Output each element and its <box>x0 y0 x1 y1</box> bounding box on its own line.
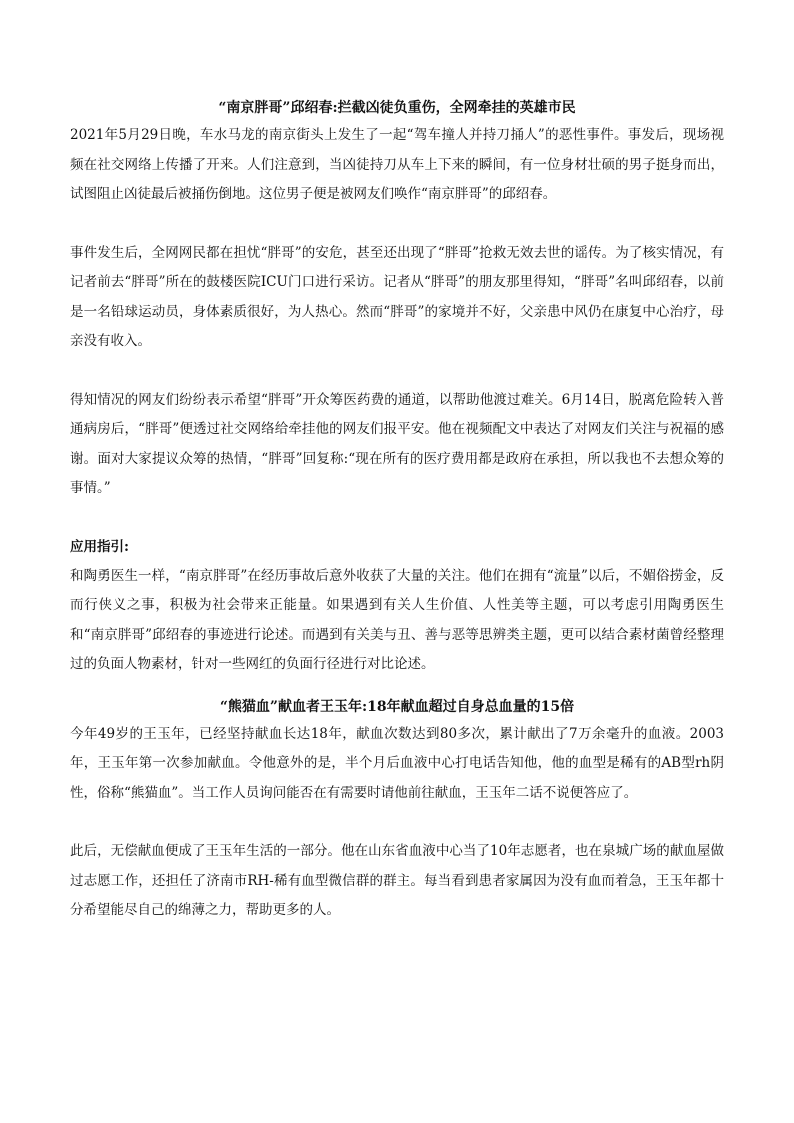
paragraph: 事件发生后，全网网民都在担忧“胖哥”的安危，甚至还出现了“胖哥”抢救无效去世的谣传。为了核实情况，有记者前去“胖哥”所在的鼓楼医院ICU门口进行采访。记者从“胖哥”的朋友那里得知，“胖哥”名叫邱绍春，以前是一名铅球运动员，身体素质很好，为人热心。然而“胖哥”的家境并不好，父亲患中风仍在康复中心治疗，母亲没有收入。 <box>70 244 724 349</box>
paragraph: 此后，无偿献血便成了王玉年生活的一部分。他在山东省血液中心当了10年志愿者，也在泉城广场的献血屋做过志愿工作，还担任了济南市RH-稀有血型微信群的群主。每当看到患者家属因为没有血而着急，王玉年都十分希望能尽自己的绵薄之力，帮助更多的人。 <box>70 843 724 918</box>
document-page <box>70 95 724 926</box>
paragraph: 2021年5月29日晚，车水马龙的南京街头上发生了一起“驾车撞人并持刀捅人”的恶性事件。事发后，现场视频在社交网络上传播了开来。人们注意到，当凶徒持刀从车上下来的瞬间，有一位身材壮硕的男子挺身而出，试图阻止凶徒最后被捅伤倒地。这位男子便是被网友们唤作“南京胖哥”的邱绍春。 <box>70 127 724 202</box>
application-guide-heading: 应用指引: <box>70 538 129 555</box>
paragraph-gap <box>70 357 724 386</box>
article-title-panda-blood: “熊猫血”献血者王玉年:18年献血超过自身总血量的15倍 <box>219 698 575 715</box>
paragraph-gap <box>70 210 724 239</box>
paragraph: 今年49岁的王玉年，已经坚持献血长达18年，献血次数达到80多次，累计献出了7万余毫升的血液。2003年，王玉年第一次参加献血。令他意外的是，半个月后血液中心打电话告知他，他的血型是稀有的AB型rh阴性，俗称“熊猫血”。当工作人员询问能否在有需要时请他前往献血，王玉年二话不说便答应了。 <box>70 725 724 801</box>
article-title-nanjing-pangge: “南京胖哥”邱绍春:拦截凶徒负重伤，全网牵挂的英雄市民 <box>218 100 576 116</box>
paragraph-gap <box>70 504 724 533</box>
application-guide-text: 和陶勇医生一样，“南京胖哥”在经历事故后意外收获了大量的关注。他们在拥有“流量”以后，不媚俗捞金，反而行侠义之事，积极为社会带来正能量。如果遇到有关人生价值、人性美等主题，可以考虑引用陶勇医生和“南京胖哥”邱绍春的事迹进行论述。而遇到有关美与丑、善与恶等思辨类主题，更可以结合素材菌曾经整理过的负面人物素材，针对一些网红的负面行径进行对比论述。 <box>70 567 724 672</box>
paragraph-gap <box>70 808 724 837</box>
section-gap <box>70 680 724 694</box>
paragraph: 得知情况的网友们纷纷表示希望“胖哥”开众筹医药费的通道，以帮助他渡过难关。6月14日，脱离危险转入普通病房后，“胖哥”便透过社交网络给牵挂他的网友们报平安。他在视频配文中表达了对网友们关注与祝福的感谢。面对大家提议众筹的热情，“胖哥”回复称:“现在所有的医疗费用都是政府在承担，所以我也不去想众筹的事情。” <box>70 391 724 496</box>
